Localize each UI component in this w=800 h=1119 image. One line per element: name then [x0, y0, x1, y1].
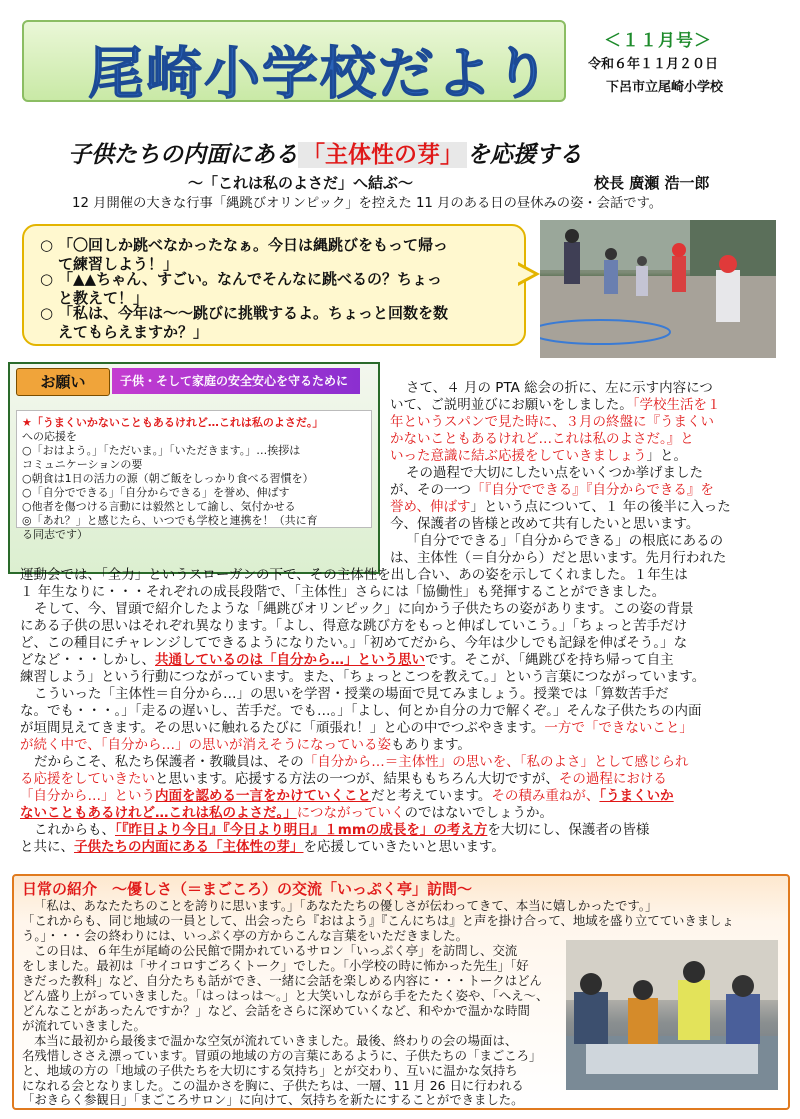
body-line: 今、保護者の皆様と改めて共有したいと思います。 — [390, 516, 700, 532]
salon-visit-photo — [566, 940, 778, 1090]
body-line: だからこそ、私たち保護者・教職員は、その「自分から…＝主体性」の思いを、「私のよさ」として感じられ — [34, 754, 689, 770]
body-line: と共に、子供たちの内面にある「主体性の芽」を応援していきたいと思います。 — [20, 839, 505, 855]
intro-line: 12 月開催の大きな行事「縄跳びオリンピック」を控えた 11 月のある日の昼休みの姿・会話です。 — [72, 196, 663, 211]
daily-line: 「これからも、同じ地域の一員として、出会ったら『おはよう』『こんにちは』と声を掛け合って、地域を盛り立てていきましょ — [22, 913, 734, 928]
request-line: る同志です） — [22, 528, 88, 541]
body-line: さて、４ 月の PTA 総会の折に、左に示す内容につ — [406, 380, 713, 396]
body-line: が垣間見えてきます。その思いに触れるたびに「頑張れ！」と心の中でつぶやきます。一方で「できないこと」 — [20, 720, 693, 736]
body-line: 誉め、伸ばす」という点について、１ 年の後半に入った — [390, 499, 731, 515]
body-line: かないこともあるけれど…これは私のよさだ。』と — [390, 431, 694, 447]
daily-line: どんなことがあったんですか？」など、会話をさらに深めていくなど、和やかで温かな時間 — [22, 1003, 530, 1018]
body-line: １ 年生なりに・・・それぞれの成長段階で、「主体性」さらには「協働性」も発揮することができました。 — [20, 584, 666, 600]
body-line: が、その一つ「『自分でできる』『自分からできる』を — [390, 482, 714, 498]
body-line: いった意識に結ぶ応援をしていきましょう」と。 — [390, 448, 687, 464]
body-line: こういった「主体性＝自分から…」の思いを学習・授業の場面で見てみましょう。授業では「算数苦手だ — [34, 686, 669, 702]
daily-line: きだった教科」など、自分たちも話ができ、一緒に会話を楽しめる内容に・・・トークはどん — [22, 973, 542, 988]
body-line: な。でも・・・。」「走るの遅いし、苦手だ。でも…。」「よし、何とか自分の力で解くぞ。」そんな子供たちの内面 — [20, 703, 702, 719]
bubble-tail-fill — [517, 265, 534, 283]
headline-post: を応援する — [467, 142, 582, 168]
daily-line: この日は、６年生が尾崎の公民館で開かれているサロン「いっぷく亭」を訪問し、交流 — [34, 943, 518, 958]
principal-name: 校長 廣瀬 浩一郎 — [594, 174, 710, 192]
headline — [68, 136, 582, 169]
body-line: いて、ご説明並びにお願いをしました。「学校生活を１ — [390, 397, 721, 413]
body-line: ど、この種目にチャレンジしてできるようになりたい。」「初めてだから、今年は少しでも記録を伸ばそう。」な — [20, 635, 688, 651]
request-line: ◎「あれ？」と感じたら、いつでも学校と連携を！（共に育 — [22, 514, 318, 527]
request-line: への応援を — [22, 430, 77, 443]
body-line: る応援をしていきたいと思います。応援する方法の一つが、結果ももちろん大切ですが、その過程における — [20, 771, 667, 787]
request-line: ○朝食は1日の活力の源（朝ご飯をしっかり食べる習慣を） — [22, 472, 314, 485]
daily-title: 日常の紹介 ～優しさ（＝まごころ）の交流「いっぷく亭」訪問～ — [22, 880, 473, 898]
body-line: 「自分から…」という内面を認める一言をかけていくことだと考えています。その積み重ねが、「うまくいか — [20, 788, 674, 804]
body-line: 年というスパンで見た時に、３月の終盤に『うまくい — [390, 414, 714, 430]
headline-pre: 子供たちの内面にある — [68, 142, 298, 168]
jump-rope-photo — [540, 220, 776, 358]
request-line: ○他者を傷つける言動には毅然として諭し、気付かせる — [22, 500, 296, 513]
headline-highlight: 「主体性の芽」 — [298, 142, 467, 168]
daily-line: 「私は、あなたたちのことを誇りに思います。」「あなたたちの優しさが伝わってきて、本当に嬉しかったです。」 — [34, 898, 658, 913]
daily-line: 本当に最初から最後まで温かな空気が流れていきました。最後、終わりの会の場面は、 — [34, 1033, 518, 1048]
daily-line: になれる会となりました。この温かさを胸に、子供たちは、一層、11 月 26 日に行われる — [22, 1078, 524, 1093]
body-line: これからも、「『昨日より今日』『今日より明日』１mmの成長を」の考え方を大切にし、保護者の皆様 — [34, 822, 650, 838]
quote-3: ○ 「私は、今年は～～跳びに挑戦するよ。ちょっと回数を数 えてもらえますか？」 — [40, 304, 449, 341]
request-line: コミュニケーションの要 — [22, 458, 143, 471]
body-line: どなど・・・しかし、共通しているのは「自分から…」という思いです。そこが、「縄跳びを持ち帰って自主 — [20, 652, 674, 668]
request-banner: 子供・そして家庭の安全安心を守るために — [112, 368, 360, 394]
issue-label: ＜１１月号＞ — [604, 31, 712, 51]
quote-1: ○ 「〇回しか跳べなかったなぁ。今日は縄跳びをもって帰っ て練習しよう！」 — [40, 236, 449, 273]
newsletter-title: 尾崎小学校だより — [88, 42, 552, 107]
daily-line: が流れていきました。 — [22, 1018, 146, 1033]
request-line: ○「自分でできる」「自分からできる」を誉め、伸ばす — [22, 486, 290, 499]
body-line: その過程で大切にしたい点をいくつか挙げました — [406, 465, 703, 481]
request-line: ○「おはよう。」「ただいま。」「いただきます。」…挨拶は — [22, 444, 301, 457]
issue-date: 令和６年１１月２０日 — [588, 57, 719, 72]
daily-line: う。」・・・会の終わりには、いっぷく亭の方からこんな言葉をいただきました。 — [22, 928, 469, 943]
body-line: ないこともあるけれど…これは私のよさだ。」につながっていくのではないでしょうか。 — [20, 805, 553, 821]
body-line: 練習しよう」という行動につながっています。また、「ちょっとこつを教えて。」という言葉につながっています。 — [20, 669, 706, 685]
subtitle: ～「これは私のよさだ」へ結ぶ～ — [188, 174, 414, 192]
body-line: にある子供の思いはそれぞれ異なります。「よし、得意な跳び方をもっと伸ばしていこう。」「ちょっと苦手だけ — [20, 618, 688, 634]
daily-line: 名残惜しささえ漂っています。冒頭の地域の方の言葉にあるように、子供たちの「まごころ」 — [22, 1048, 542, 1063]
body-line: が続く中で、「自分から…」の思いが消えそうになっている姿もあります。 — [20, 737, 471, 753]
speech-bubble — [22, 224, 526, 346]
school-name: 下呂市立尾崎小学校 — [606, 80, 724, 95]
daily-line: 「おきらく参観日」「まごころサロン」に向けて、気持ちを新たにすることができました。 — [22, 1092, 524, 1107]
daily-line: どん盛り上がっていきました。「はっはっは～。」と大笑いしながら手をたたく姿や、「へえ～、 — [22, 988, 549, 1003]
body-line: そして、今、冒頭で紹介したような「縄跳びオリンピック」に向かう子供たちの姿があります。この姿の背景 — [34, 601, 694, 617]
request-line: ★「うまくいかないこともあるけれど…これは私のよさだ。」 — [22, 416, 324, 429]
quote-2: ○ 「▲▲ちゃん、すごい。なんでそんなに跳べるの？ちょっ と教えて！」 — [40, 270, 442, 307]
body-line: 「自分でできる」「自分からできる」の根底にあるの — [406, 533, 724, 549]
body-line: 運動会では、「全力」というスローガンの下で、その主体性を出し合い、あの姿を示してくれました。１年生は — [20, 567, 688, 583]
daily-line: と、地域の方の「地域の子供たちを大切にする気持ち」とが交わり、互いに温かな気持ち — [22, 1063, 518, 1078]
daily-line: をしました。最初は「サイコロすごろくトーク」でした。「小学校の時に怖かった先生」「好 — [22, 958, 529, 973]
body-line: は、主体性（＝自分から）だと思います。先月行われた — [390, 550, 727, 566]
request-tag: お願い — [16, 368, 110, 396]
